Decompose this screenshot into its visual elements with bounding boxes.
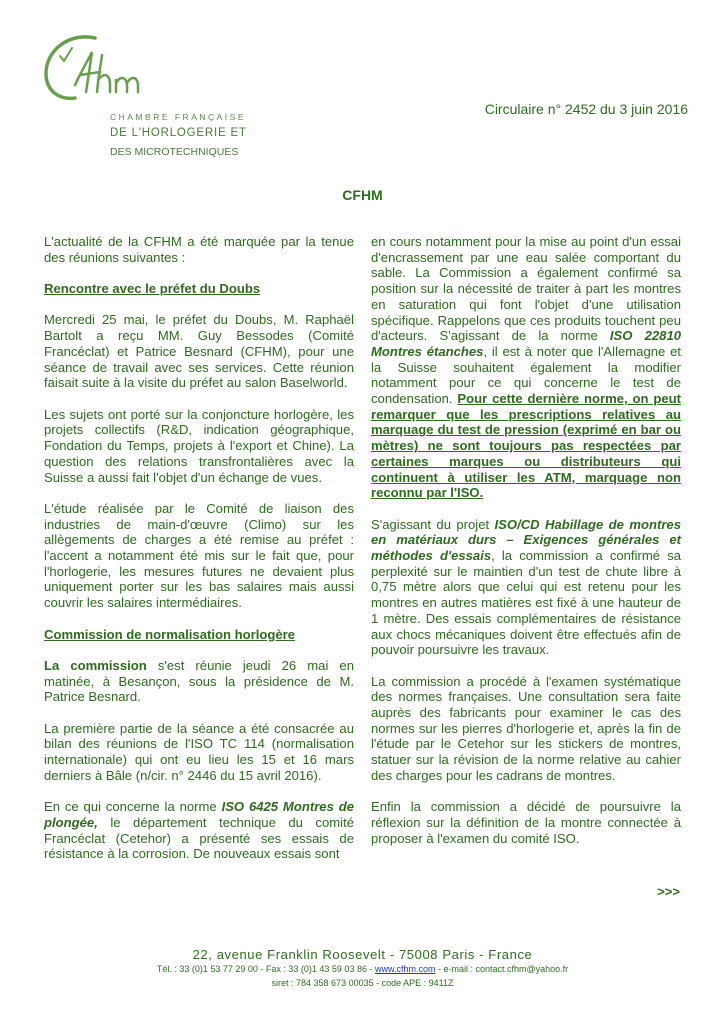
org-name-line3: DES MICROTECHNIQUES [110, 146, 239, 158]
footer-siret: siret : 784 358 673 00035 - code APE : 9411Z [271, 978, 454, 988]
intro-paragraph: L'actualité de la CFHM a été marquée par la tenue des réunions suivantes : [44, 234, 354, 265]
paragraph-climo-study: L'étude réalisée par le Comité de liaison des industries de main-d'œuvre (Climo) sur les allègements de charges a été remise au préfet : l'accent a notamment été mis sur le fait que, pour l'horlogerie, les mesures futures ne devaient plus uniquement porter sur les bas salaires mais aussi couvrir les salaires intermédiaires. [44, 500, 354, 611]
left-column [44, 234, 354, 878]
org-name-line2: DE L'HORLOGERIE ET [110, 127, 247, 139]
iso-cd-intro: S'agissant du projet [371, 516, 495, 532]
footer-address: 22, avenue Franklin Roosevelt - 75008 Paris - France [192, 947, 533, 962]
paragraph-meeting: Mercredi 25 mai, le préfet du Doubs, M. Raphaël Bartolt a reçu MM. Guy Bessodes (Comité Francéclat) et Patrice Besnard (CFHM), pour une séance de travail avec ses services. Cette réunion faisait suite à la visite du préfet au salon Baselworld. [44, 312, 354, 391]
iso-22810-warning: Pour cette dernière norme, on peut remarquer que les prescriptions relatives au marquage du test de pression (exprimé en bar ou mètres) ne sont toujours pas respectées par certaines marques ou distributeurs qui continuent à utiliser les ATM, marquage non reconnu par l'ISO. [371, 391, 681, 501]
iso-22810-title: ISO 22810 Montres étanches [371, 328, 682, 359]
iso-6425-text: le département technique du comité Francéclat (Cetehor) a présenté ses essais de résistance à la corrosion. De nouveaux essais sont [44, 814, 354, 862]
page-title: CFHM [342, 187, 383, 203]
footer-email: - e-mail : contact.cfhm@yahoo.fr [435, 964, 569, 974]
cfhm-logo [40, 30, 260, 160]
paragraph-iso-review: La première partie de la séance a été consacrée au bilan des réunions de l'ISO TC 114 (normalisation internationale) qui ont eu lieu les 15 et 16 mars derniers à Bâle (n/cir. n° 2446 du 15 avril 2016). [44, 720, 354, 783]
iso-cd-title: ISO/CD Habillage de montres en matériaux durs – Exigences générales et méthodes d'essais [371, 516, 681, 564]
section-heading-prefet: Rencontre avec le préfet du Doubs [44, 281, 261, 297]
commission-meeting-text: s'est réunie jeudi 26 mai en matinée, à Besançon, sous la présidence de M. Patrice Besnard. [44, 657, 354, 705]
paragraph-topics: Les sujets ont porté sur la conjoncture horlogère, les projets collectifs (R&D, indication géographique, Fondation du Temps, projets à l'export et Chine). La question des relations transfrontalières avec la Suisse a aussi fait l'objet d'un échange de vues. [44, 406, 354, 485]
cfhm-logo-mark [40, 30, 180, 110]
circular-reference: Circulaire n° 2452 du 3 juin 2016 [484, 101, 688, 117]
website-link[interactable]: www.cfhm.com [374, 964, 436, 974]
commission-emphasis: La commission [44, 657, 147, 673]
iso-cd-text: , la commission a confirmé sa perplexité sur le maintien d'un test de chute libre à 0,75 mètre alors que celui qui est retenu pour les montres en autres matières est fixé à une hauteur de 1 mètre. Des essais complémentaires de résistance aux chocs mécaniques doivent être effectués afin de pouvoir poursuivre les travaux. [371, 548, 681, 658]
footer-phone-fax: Tél. : 33 (0)1 53 77 29 00 - Fax : 33 (0)1 43 59 03 86 - [156, 964, 375, 974]
right-column [371, 234, 681, 862]
paragraph-iso-6425 [44, 799, 354, 862]
footer-contact [0, 964, 725, 974]
paragraph-connected-watch: Enfin la commission a décidé de poursuivre la réflexion sur la définition de la montre connectée à proposer à l'examen du comité ISO. [371, 799, 681, 846]
iso-22810-text: , il est à noter que l'Allemagne et la Suisse souhaitent également la modifier notamment pour ce qui concerne le test de condensation. [371, 343, 681, 407]
paragraph-iso-cd [371, 517, 681, 658]
paragraph-iso-22810 [371, 234, 681, 501]
continue-marker: >>> [657, 884, 680, 899]
section-heading-commission: Commission de normalisation horlogère [44, 626, 296, 642]
iso-22810-intro: en cours notamment pour la mise au point d'un essai d'encrassement par une eau salée comportant du sable. La Commission a également confirmé sa position sur la nécessité de traiter à part les montres en saturation qui font l'objet d'une utilisation spécifique. Rappelons que ces produits touchent peu d'acteurs. S'agissant de la norme [371, 234, 681, 344]
org-name-line1: CHAMBRE FRANÇAISE [110, 112, 247, 122]
paragraph-commission-meeting [44, 658, 354, 705]
iso-6425-title: ISO 6425 Montres de plongée, [44, 799, 354, 830]
paragraph-french-standards: La commission a procédé à l'examen systématique des normes françaises. Une consultation sera faite auprès des fabricants pour examiner le cas des normes sur les pierres d'horlogerie et, après la fin de l'étude par le Cetehor sur les stickers de montres, statuer sur la révision de la norme relative au cahier des charges pour les cadrans de montres. [371, 673, 681, 783]
iso-6425-intro: En ce qui concerne la norme [44, 799, 222, 815]
